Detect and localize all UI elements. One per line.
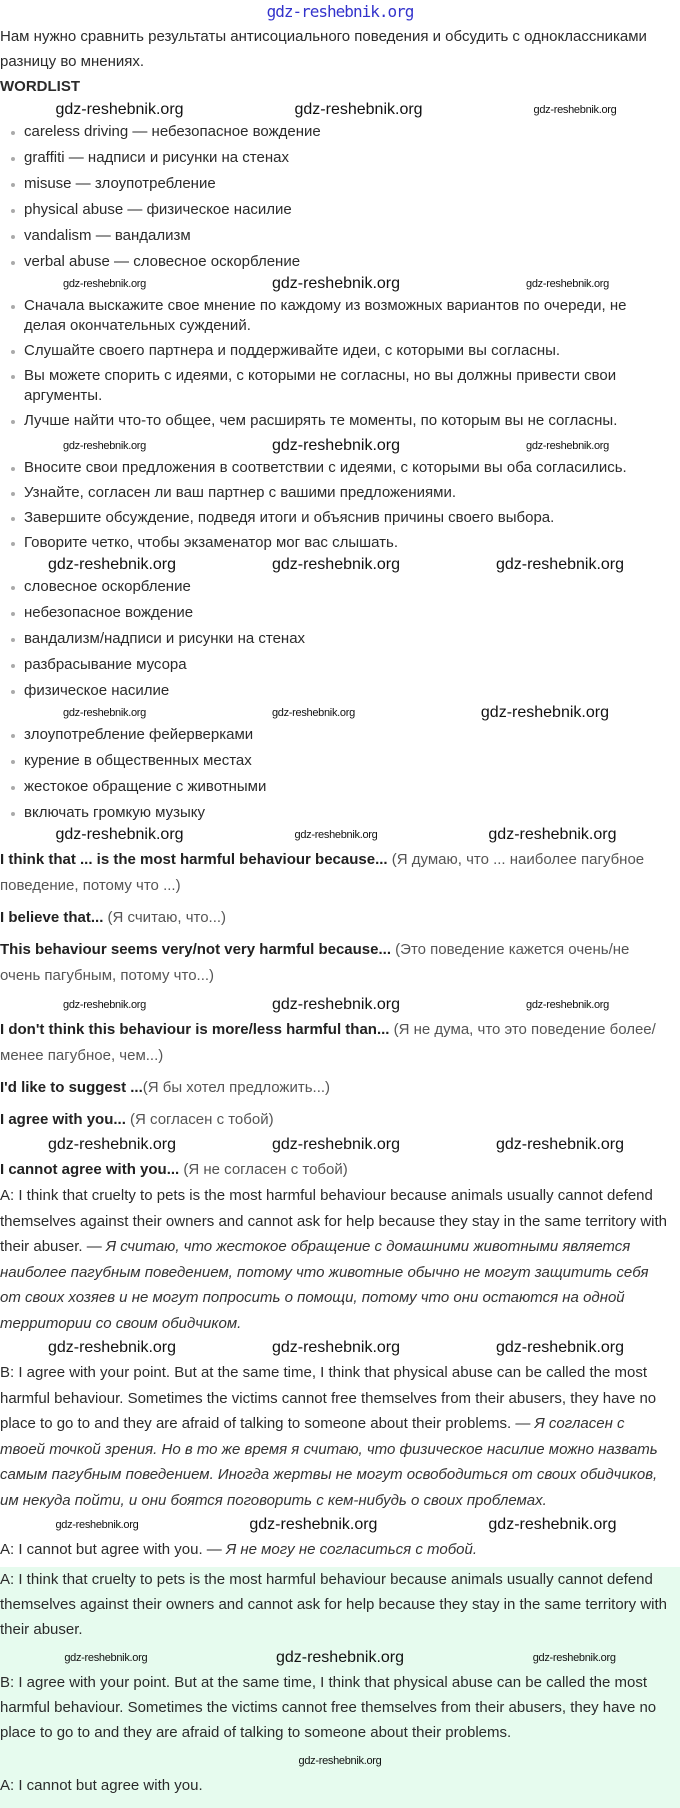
useful-phrases bbox=[0, 847, 672, 1183]
phrase-en: I'd like to suggest ... bbox=[0, 1079, 143, 1096]
list-item: разбрасывание мусора bbox=[8, 655, 672, 675]
dialogue-line bbox=[0, 1183, 672, 1336]
list-item: misuse — злоупотребление bbox=[8, 174, 672, 194]
watermark: gdz-reshebnik.org bbox=[271, 996, 401, 1013]
watermark: gdz-reshebnik.org bbox=[526, 278, 609, 290]
phrase bbox=[0, 905, 672, 931]
dialogue-ru: Я считаю, что жестокое обращение с домашними животными является наиболее пагубным поведением, потому что животные обычно не могут защитить себя от своих хозяев и не могут попросить о помощи, потому что они остаются на одной территории со своим обидчиком. bbox=[0, 1238, 649, 1332]
dialogue-line bbox=[0, 1537, 672, 1563]
watermark: gdz-reshebnik.org bbox=[495, 1339, 625, 1356]
watermark: gdz-reshebnik.org bbox=[294, 101, 423, 118]
list-item: включать громкую музыку bbox=[8, 803, 672, 823]
phrase-ru: (Это поведение кажется очень/не очень пагубным, потому что...) bbox=[0, 941, 630, 984]
dialogue-en: A: I cannot but agree with you. — bbox=[0, 1541, 226, 1558]
header-watermark: gdz-reshebnik.org bbox=[266, 2, 414, 21]
watermark-row bbox=[0, 1338, 672, 1358]
phrase-ru: (Я думаю, что ... наиболее пагубное поведение, потому что ...) bbox=[0, 851, 645, 894]
watermark-row bbox=[0, 825, 672, 845]
watermark: gdz-reshebnik.org bbox=[55, 826, 184, 843]
intro-text: Нам нужно сравнить результаты антисоциального поведения и обсудить с одноклассниками разницу во мнениях. bbox=[0, 28, 647, 70]
list-item: небезопасное вождение bbox=[8, 603, 672, 623]
watermark: gdz-reshebnik.org bbox=[63, 440, 146, 452]
watermark: gdz-reshebnik.org bbox=[294, 829, 378, 841]
watermark: gdz-reshebnik.org bbox=[271, 1136, 401, 1153]
phrase bbox=[0, 1157, 672, 1183]
phrase-ru: (Я согласен с тобой) bbox=[125, 1111, 274, 1128]
list-item: Сначала выскажите свое мнение по каждому из возможных вариантов по очереди, не делая окончательных суждений. bbox=[8, 296, 672, 336]
phrase bbox=[0, 937, 672, 989]
tips-list bbox=[0, 296, 672, 431]
phrase bbox=[0, 1075, 672, 1101]
watermark: gdz-reshebnik.org bbox=[275, 1648, 405, 1666]
watermark: gdz-reshebnik.org bbox=[480, 704, 609, 721]
phrase-en: I don't think this behaviour is more/less harmful than... bbox=[0, 1021, 390, 1038]
watermark: gdz-reshebnik.org bbox=[64, 1651, 148, 1664]
watermark: gdz-reshebnik.org bbox=[47, 556, 177, 573]
watermark: gdz-reshebnik.org bbox=[526, 999, 609, 1011]
phrase bbox=[0, 1017, 672, 1069]
watermark: gdz-reshebnik.org bbox=[298, 1754, 382, 1767]
list-item: Лучше найти что-то общее, чем расширять те моменты, по которым вы не согласны. bbox=[8, 411, 672, 431]
behaviours-list bbox=[0, 577, 672, 701]
list-item: vandalism — вандализм bbox=[8, 226, 672, 246]
dialogue-with-translation bbox=[0, 1183, 672, 1563]
phrase bbox=[0, 847, 672, 899]
dialogue-en: B: I agree with your point. But at the same time, I think that physical abuse can be called the most harmful behaviour. Sometimes the victims cannot free themselves from their abusers, they have no place to go to and they are afraid of talking to someone about their problems. bbox=[0, 1364, 657, 1432]
dialogue-ru: — Я согласен с твоей точкой зрения. Но в то же время я считаю, что физическое насилие можно назвать самым пагубным поведением. Иногда жертвы не могут освободиться от своих обидчиков, им некуда пойти, и они боятся поговорить с кем-нибудь о своих проблемах. bbox=[0, 1415, 658, 1509]
list-item: Узнайте, согласен ли ваш партнер с вашими предложениями. bbox=[8, 483, 672, 503]
list-item: жестокое обращение с животными bbox=[8, 777, 672, 797]
list-item: физическое насилие bbox=[8, 681, 672, 701]
behaviours-list bbox=[0, 725, 672, 823]
list-item: Завершите обсуждение, подведя итоги и объяснив причины своего выбора. bbox=[8, 508, 672, 528]
answer-line: A: I think that cruelty to pets is the most harmful behaviour because animals usually cannot defend themselves against their owners and cannot ask for help because they stay in the same territory with their abuser. bbox=[0, 1570, 668, 1638]
watermark: gdz-reshebnik.org bbox=[47, 1136, 177, 1153]
watermark: gdz-reshebnik.org bbox=[249, 1516, 378, 1533]
dialogue-ru: Я не могу не согласиться с тобой. bbox=[225, 1541, 477, 1558]
watermark: gdz-reshebnik.org bbox=[488, 1516, 617, 1533]
answer-line: B: I agree with your point. But at the same time, I think that physical abuse can be called the most harmful behaviour. Sometimes the victims cannot free themselves from their abusers, they have no place to go to and they are afraid of talking to someone about their problems. bbox=[0, 1673, 657, 1741]
phrase-en: I cannot agree with you... bbox=[0, 1161, 180, 1178]
phrase-en: I agree with you... bbox=[0, 1111, 126, 1128]
list-item: graffiti — надписи и рисунки на стенах bbox=[8, 148, 672, 168]
phrase bbox=[0, 1107, 672, 1133]
watermark: gdz-reshebnik.org bbox=[271, 1339, 401, 1356]
list-item: verbal abuse — словесное оскорбление bbox=[8, 252, 672, 272]
watermark: gdz-reshebnik.org bbox=[271, 437, 401, 454]
wordlist-title: WORDLIST bbox=[0, 78, 80, 95]
watermark: gdz-reshebnik.org bbox=[271, 707, 355, 719]
watermark-row bbox=[0, 1135, 672, 1155]
list-item: курение в общественных местах bbox=[8, 751, 672, 771]
watermark: gdz-reshebnik.org bbox=[63, 707, 146, 719]
list-item: Вносите свои предложения в соответствии с идеями, с которыми вы оба согласились. bbox=[8, 458, 672, 478]
watermark: gdz-reshebnik.org bbox=[532, 1651, 616, 1664]
watermark-row bbox=[0, 274, 672, 294]
dialogue-line bbox=[0, 1360, 672, 1513]
watermark: gdz-reshebnik.org bbox=[47, 1339, 177, 1356]
list-item: вандализм/надписи и рисунки на стенах bbox=[8, 629, 672, 649]
watermark-row bbox=[0, 1515, 672, 1535]
answer-block bbox=[0, 1567, 680, 1808]
tips-list bbox=[0, 458, 672, 553]
watermark-row bbox=[0, 1751, 680, 1771]
watermark: gdz-reshebnik.org bbox=[55, 101, 184, 118]
watermark: gdz-reshebnik.org bbox=[526, 440, 609, 452]
wordlist bbox=[0, 122, 672, 272]
watermark-row bbox=[0, 703, 672, 723]
phrase-en: This behaviour seems very/not very harmful because... bbox=[0, 941, 391, 958]
content bbox=[0, 24, 672, 1563]
list-item: Слушайте своего партнера и поддерживайте идеи, с которыми вы согласны. bbox=[8, 341, 672, 361]
watermark: gdz-reshebnik.org bbox=[271, 556, 401, 573]
phrase-ru: (Я не дума, что это поведение более/менее пагубное, чем...) bbox=[0, 1021, 656, 1064]
list-item: словесное оскорбление bbox=[8, 577, 672, 597]
watermark: gdz-reshebnik.org bbox=[271, 275, 401, 292]
watermark: gdz-reshebnik.org bbox=[495, 556, 625, 573]
watermark: gdz-reshebnik.org bbox=[488, 826, 617, 843]
watermark-row bbox=[0, 100, 672, 120]
watermark-row bbox=[0, 995, 672, 1015]
list-item: злоупотребление фейерверками bbox=[8, 725, 672, 745]
watermark-row bbox=[0, 1648, 680, 1668]
phrase-ru: (Я бы хотел предложить...) bbox=[142, 1079, 331, 1096]
dialogue-en: A: I think that cruelty to pets is the most harmful behaviour because animals usually cannot defend themselves against their owners and cannot ask for help because they stay in the same territory with their abuser. — bbox=[0, 1187, 668, 1255]
watermark: gdz-reshebnik.org bbox=[55, 1519, 139, 1531]
watermark: gdz-reshebnik.org bbox=[495, 1136, 625, 1153]
phrase-en: I believe that... bbox=[0, 909, 104, 926]
watermark-row bbox=[0, 555, 672, 575]
list-item: physical abuse — физическое насилие bbox=[8, 200, 672, 220]
watermark-row bbox=[0, 436, 672, 456]
watermark: gdz-reshebnik.org bbox=[533, 104, 617, 116]
phrase-ru: (Я считаю, что...) bbox=[103, 909, 227, 926]
phrase-ru: (Я не согласен с тобой) bbox=[179, 1161, 348, 1178]
phrase-en: I think that ... is the most harmful behaviour because... bbox=[0, 851, 388, 868]
list-item: Говорите четко, чтобы экзаменатор мог вас слышать. bbox=[8, 533, 672, 553]
watermark: gdz-reshebnik.org bbox=[63, 278, 146, 290]
list-item: careless driving — небезопасное вождение bbox=[8, 122, 672, 142]
answer-line: A: I cannot but agree with you. bbox=[0, 1776, 203, 1794]
watermark: gdz-reshebnik.org bbox=[63, 999, 146, 1011]
list-item: Вы можете спорить с идеями, с которыми не согласны, но вы должны привести свои аргументы. bbox=[8, 366, 672, 406]
